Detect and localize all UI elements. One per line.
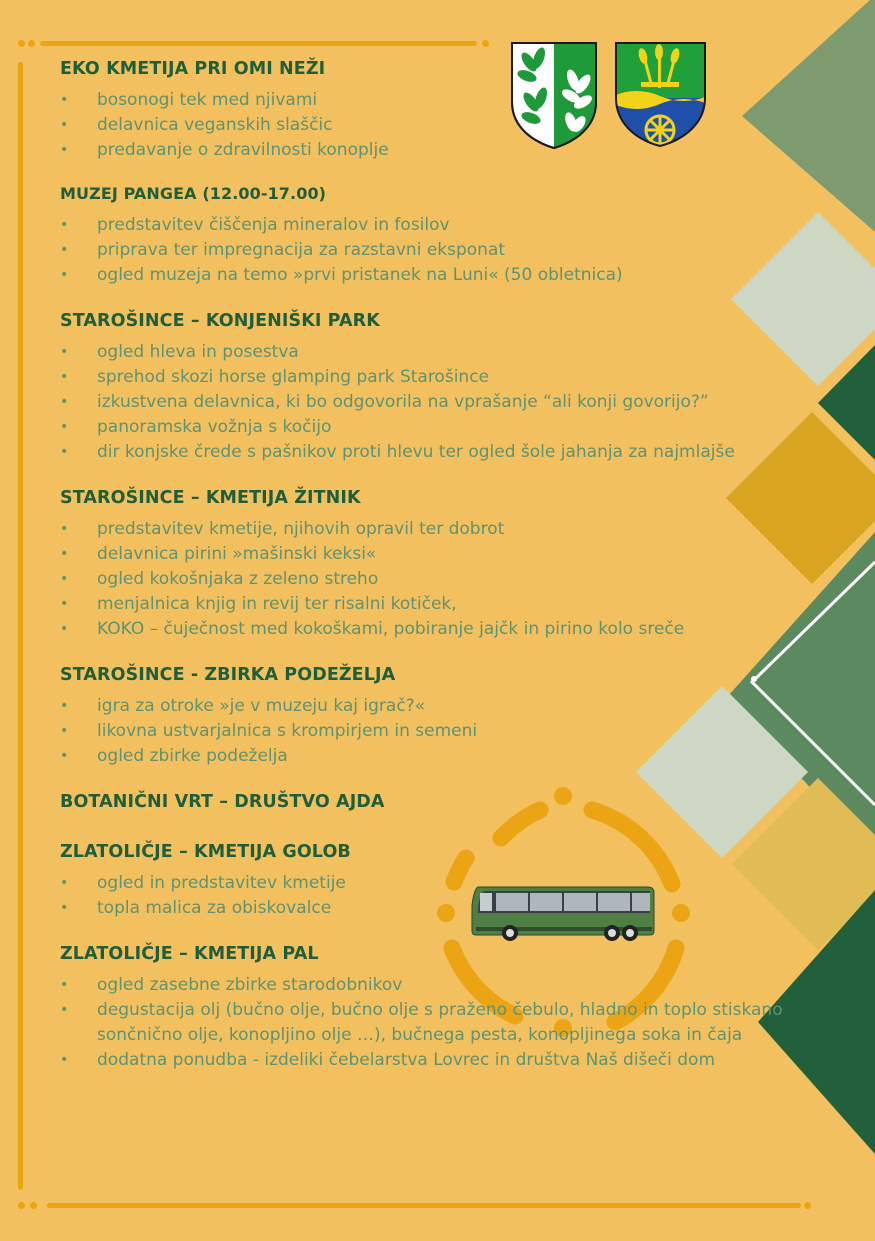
item-list: [60, 88, 800, 163]
list-item: • delavnica veganskih slaščic: [60, 113, 800, 138]
list-item: • dir konjske črede s pašnikov proti hlevu ter ogled šole jahanja za najmlajše: [60, 440, 800, 465]
list-item: • degustacija olj (bučno olje, bučno olje s praženo čebulo, hladno in toplo stiskano sončnično olje, konopljino olje …), bučnega pesta, konopljinega soka in čaja: [60, 998, 790, 1048]
list-item: • bosonogi tek med njivami: [60, 88, 800, 113]
list-item: • menjalnica knjig in revij ter risalni kotiček,: [60, 592, 800, 617]
section-kmetija-golob: [60, 841, 800, 921]
list-item: • sprehod skozi horse glamping park Starošince: [60, 365, 800, 390]
list-item: • predstavitev čiščenja mineralov in fosilov: [60, 213, 800, 238]
section-title: STAROŠINCE - ZBIRKA PODEŽELJA: [60, 665, 396, 685]
frame-top-line: [40, 41, 477, 46]
section-title: BOTANIČNI VRT – DRUŠTVO AJDA: [60, 792, 385, 812]
frame-dot: [18, 40, 25, 47]
list-item: • ogled kokošnjaka z zeleno streho: [60, 567, 800, 592]
frame-left-line: [18, 62, 23, 1190]
item-list: [60, 340, 800, 465]
item-list: [60, 973, 790, 1073]
list-item: • ogled hleva in posestva: [60, 340, 800, 365]
section-title: ZLATOLIČJE – KMETIJA PAL: [60, 944, 319, 964]
list-item: • predavanje o zdravilnosti konoplje: [60, 138, 800, 163]
frame-dot: [18, 1202, 25, 1209]
list-item: • priprava ter impregnacija za razstavni eksponat: [60, 238, 800, 263]
frame-dot: [28, 40, 35, 47]
list-item: • KOKO – čuječnost med kokoškami, pobiranje jajčk in pirino kolo sreče: [60, 617, 800, 642]
section-eko-kmetija: [60, 58, 800, 163]
list-item: • topla malica za obiskovalce: [60, 896, 800, 921]
section-title: EKO KMETIJA PRI OMI NEŽI: [60, 59, 326, 79]
item-list: [60, 213, 800, 288]
list-item: • izkustvena delavnica, ki bo odgovorila na vprašanje “ali konji govorijo?”: [60, 390, 800, 415]
program-list: [60, 58, 800, 1073]
section-title: STAROŠINCE – KMETIJA ŽITNIK: [60, 488, 361, 508]
frame-dot: [804, 1202, 811, 1209]
list-item: • ogled zbirke podeželja: [60, 744, 800, 769]
list-item: • ogled zasebne zbirke starodobnikov: [60, 973, 790, 998]
list-item: • ogled in predstavitev kmetije: [60, 871, 800, 896]
section-botanicni-vrt: [60, 791, 800, 813]
section-muzej-pangea: [60, 183, 800, 288]
list-item: • predstavitev kmetije, njihovih opravil ter dobrot: [60, 517, 800, 542]
section-zbirka-podezelja: [60, 664, 800, 769]
list-item: • likovna ustvarjalnica s krompirjem in semeni: [60, 719, 800, 744]
list-item: • delavnica pirini »mašinski keksi«: [60, 542, 800, 567]
item-list: [60, 871, 800, 921]
list-item: • panoramska vožnja s kočijo: [60, 415, 800, 440]
list-item: • ogled muzeja na temo »prvi pristanek na Luni« (50 obletnica): [60, 263, 800, 288]
section-kmetija-pal: [60, 943, 800, 1073]
frame-dot: [30, 1202, 37, 1209]
section-title: MUZEJ PANGEA (12.00-17.00): [60, 184, 327, 203]
section-kmetija-zitnik: [60, 487, 800, 642]
frame-dot: [482, 40, 489, 47]
section-konjeniski-park: [60, 310, 800, 465]
item-list: [60, 517, 800, 642]
list-item: • igra za otroke »je v muzeju kaj igrač?«: [60, 694, 800, 719]
frame-bottom-line: [47, 1203, 801, 1208]
list-item: • dodatna ponudba - izdeliki čebelarstva Lovrec in društva Naš dišeči dom: [60, 1048, 790, 1073]
section-title: STAROŠINCE – KONJENIŠKI PARK: [60, 311, 380, 331]
section-title: ZLATOLIČJE – KMETIJA GOLOB: [60, 842, 351, 862]
item-list: [60, 694, 800, 769]
